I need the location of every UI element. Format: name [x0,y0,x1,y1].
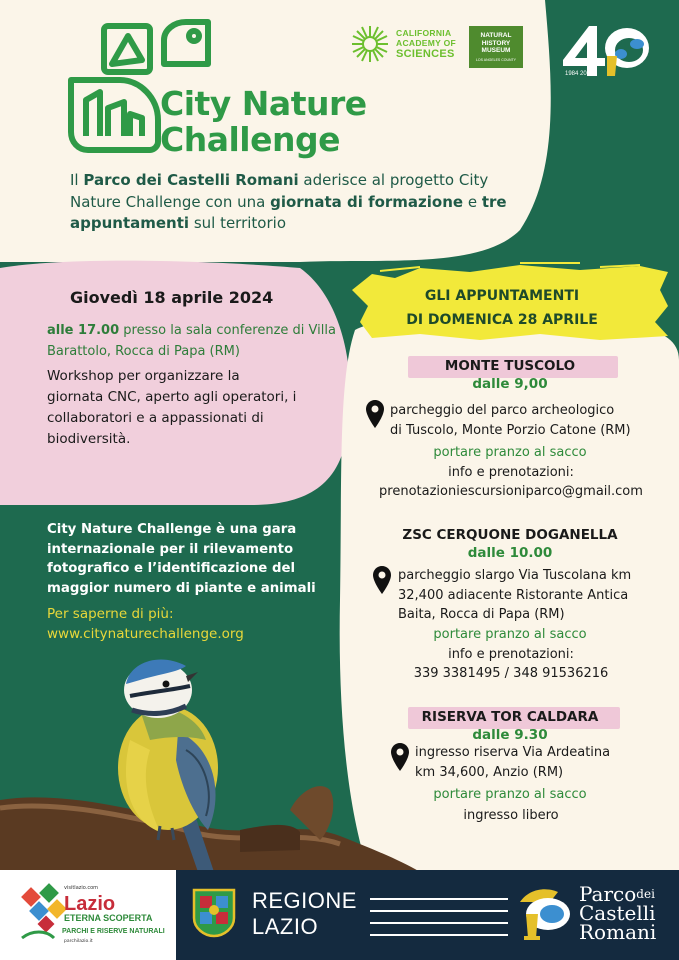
sunburst-icon [350,24,390,64]
cas-line3: SCIENCES [396,48,455,60]
nhm-line1: NATURAL [480,32,512,39]
intro-bold-training: giornata di formazione [270,192,464,211]
event-address [415,743,655,782]
cas-line2: ACADEMY OF [396,38,456,48]
event-address-line2: di Tuscolo, Monte Porzio Catone (RM) [390,422,631,438]
more-info-label: Per saperne di più: [47,606,174,622]
event-address-line2: 32,400 adiacente Ristorante Antica [398,587,629,603]
intro-bold-appointments: tre appuntamenti [70,192,507,232]
california-academy-logo [350,24,456,64]
lazio-website: visitlazio.com [64,885,99,891]
event-info-free-entry: ingresso libero [463,808,559,823]
event-title: ZSC CERQUONE DOGANELLA [402,527,618,543]
event-lunch-note: portare pranzo al sacco [433,627,587,642]
appointments-title-line2: DI DOMENICA 28 APRILE [406,312,598,328]
nhm-line3: MUSEUM [481,47,511,54]
event-address-line3: Baita, Rocca di Papa (RM) [398,607,565,622]
training-date: Giovedì 18 aprile 2024 [70,288,274,307]
event-info-phones: 339 3381495 / 348 91536216 [413,666,609,681]
event-address-line1: ingresso riserva Via Ardeatina [415,745,611,760]
intro-text-3: e [463,192,482,211]
regione-line1: REGIONE [252,888,357,913]
event-time: dalle 9,00 [472,376,548,392]
more-info [47,604,347,644]
appointments-title-line1: GLI APPUNTAMENTI [424,288,580,304]
parchi-website: parchilazio.it [64,939,93,944]
intro-bold-park: Parco dei Castelli Romani [83,171,299,189]
brand-title-line1: City Nature [160,84,367,123]
brand-title-line2: Challenge [160,120,340,159]
brand-title [160,86,367,158]
regione-lazio-label [252,888,357,940]
intro-paragraph [70,170,540,235]
appointments-title [392,284,612,332]
event-info-email[interactable]: prenotazioniescursioniparco@gmail.com [379,484,643,499]
natural-history-museum-logo [469,26,523,68]
anniversary-years: 1984 2024 [565,71,594,77]
parco-line3: Romani [579,920,657,944]
nhm-line2: HISTORY [481,39,511,47]
parco-castelli-romani-logo-icon [514,884,574,944]
event-address [390,401,670,440]
event-time: dalle 9.30 [472,727,548,743]
footer-stripes [370,893,508,943]
parco-line1: Parco [579,882,637,906]
intro-text-4: sul territorio [189,214,286,232]
intro-text-2: aderisce al progetto City Nature Challenge con una [70,171,489,211]
event-address-line1: parcheggio del parco archeologico [390,403,615,418]
training-time-place [47,320,337,362]
lazio-tagline: ETERNA SCOPERTA [64,913,153,923]
location-pin-icon [373,566,391,594]
event-address [398,566,668,625]
event-lunch-note: portare pranzo al sacco [433,445,587,460]
parchi-label: PARCHI E RISERVE NATURALI [62,928,165,935]
event-address-line1: parcheggio slargo Via Tuscolana km [398,568,632,583]
blue-tit-bird-image [0,640,420,872]
event-title: MONTE TUSCOLO [444,358,576,374]
event-time: dalle 10.00 [467,545,553,561]
about-text: City Nature Challenge è una gara internazionale per il rilevamento fotografico e l’identificazione del maggior numero di piante e animali [47,522,316,596]
parco-castelli-romani-label [579,882,657,944]
forty-anniversary-logo [559,20,651,78]
intro-text-1: Il [70,171,84,189]
parco-dei: dei [636,887,655,901]
website-link[interactable]: www.citynaturechallenge.org [47,626,244,642]
event-info-label: info e prenotazioni: [448,465,574,480]
training-time: alle 17.00 [47,323,120,338]
training-description: Workshop per organizzare la giornata CNC, aperto agli operatori, i collaboratori e a appassionati di biodiversità. [47,368,297,447]
nhm-line4: LOS ANGELES COUNTY [475,57,517,62]
event-info-label: info e prenotazioni: [448,647,574,662]
event-address-line2: km 34,600, Anzio (RM) [415,764,564,780]
lazio-wordmark: Lazio [64,893,116,915]
event-lunch-note: portare pranzo al sacco [433,787,587,802]
event-title: RISERVA TOR CALDARA [421,709,599,725]
regione-line2: LAZIO [252,914,319,939]
location-pin-icon [366,400,384,428]
event-info [352,463,670,501]
parco-line2: Castelli [579,901,656,925]
training-place: presso la sala conferenze di Villa Barattolo, Rocca di Papa (RM) [47,323,336,359]
cas-line1: CALIFORNIA [396,28,452,38]
regione-lazio-crest-icon [190,888,238,938]
